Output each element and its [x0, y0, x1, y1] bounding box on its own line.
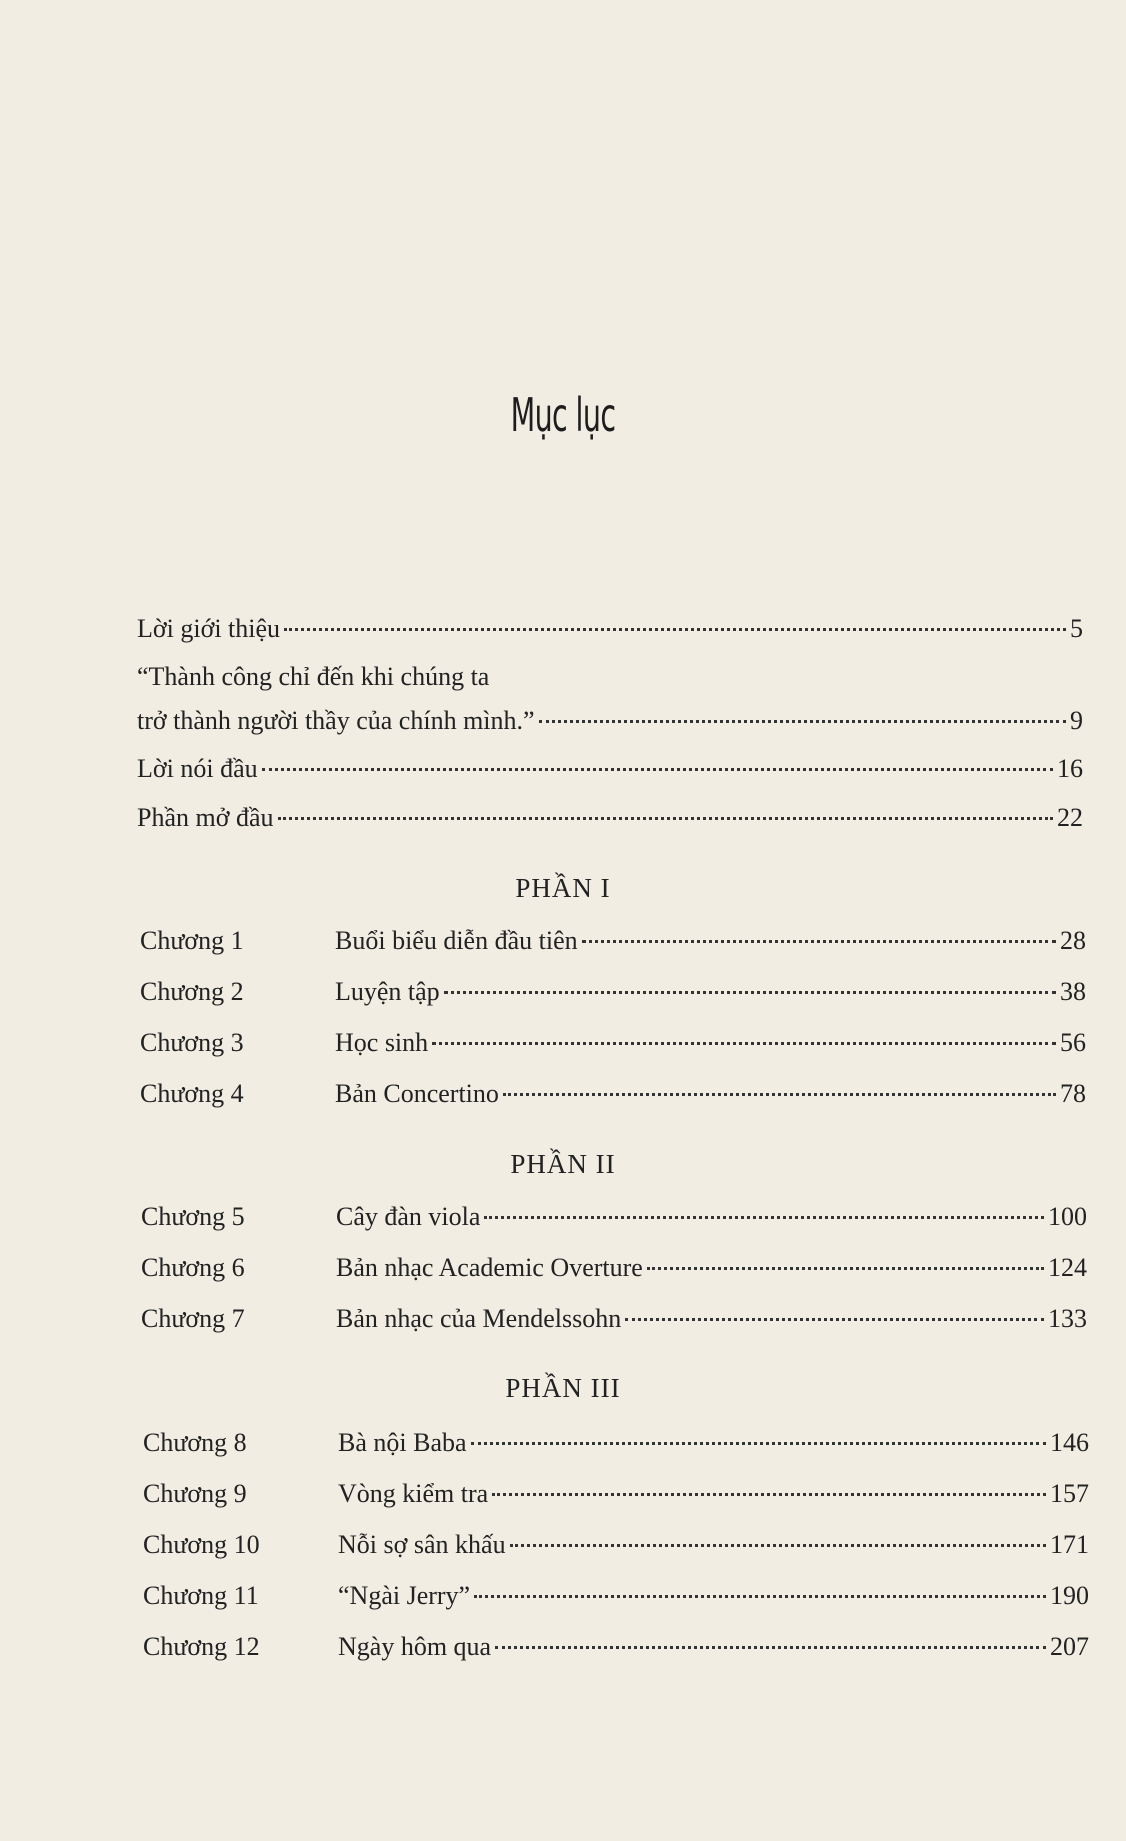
chapter-title: Ngày hôm qua: [338, 1632, 492, 1661]
dot-leader: [474, 1595, 1046, 1598]
dot-leader: [471, 1442, 1046, 1445]
toc-entry-prologue: [137, 801, 1083, 835]
entry-label-line1: “Thành công chỉ đến khi chúng ta: [137, 662, 490, 691]
chapter-title: Bản nhạc Academic Overture: [336, 1253, 643, 1282]
chapter-number: Chương 9: [143, 1479, 247, 1508]
dot-leader: [503, 1093, 1056, 1096]
chapter-number: Chương 4: [140, 1079, 244, 1108]
entry-page: 16: [1057, 754, 1083, 783]
chapter-title: Buổi biểu diễn đầu tiên: [335, 926, 578, 955]
part-heading: PHẦN III: [505, 1373, 621, 1403]
dot-leader: [510, 1544, 1046, 1547]
dot-leader: [484, 1216, 1044, 1219]
chapter-number: Chương 2: [140, 977, 244, 1006]
chapter-number: Chương 7: [141, 1304, 245, 1333]
chapter-number: Chương 8: [143, 1428, 247, 1457]
part-heading: PHẦN I: [515, 873, 611, 903]
chapter-title: Luyện tập: [335, 977, 440, 1006]
chapter-number: Chương 5: [141, 1202, 245, 1231]
chapter-number: Chương 12: [143, 1632, 260, 1661]
chapter-number: Chương 6: [141, 1253, 245, 1282]
chapter-page: 56: [1060, 1028, 1086, 1057]
entry-page: 22: [1057, 803, 1083, 832]
chapter-row: [141, 1302, 1087, 1336]
chapter-page: 124: [1048, 1253, 1087, 1282]
dot-leader: [495, 1646, 1046, 1649]
dot-leader: [492, 1493, 1046, 1496]
chapter-row: [140, 1077, 1086, 1111]
toc-entry-intro: [137, 612, 1083, 646]
chapter-page: 38: [1060, 977, 1086, 1006]
entry-page: 9: [1070, 706, 1083, 735]
dot-leader: [278, 817, 1053, 820]
dot-leader: [647, 1267, 1044, 1270]
chapter-number: Chương 1: [140, 926, 244, 955]
chapter-page: 100: [1048, 1202, 1087, 1231]
chapter-row: [143, 1528, 1089, 1562]
dot-leader: [539, 720, 1066, 723]
chapter-row: [140, 1026, 1086, 1060]
chapter-page: 78: [1060, 1079, 1086, 1108]
dot-leader: [432, 1042, 1056, 1045]
dot-leader: [284, 628, 1066, 631]
dot-leader: [444, 991, 1056, 994]
entry-label: Lời nói đầu: [137, 754, 258, 783]
chapter-page: 133: [1048, 1304, 1087, 1333]
chapter-row: [141, 1200, 1087, 1234]
chapter-row: [140, 924, 1086, 958]
chapter-row: [141, 1251, 1087, 1285]
chapter-title: Vòng kiểm tra: [338, 1479, 489, 1508]
dot-leader: [625, 1318, 1044, 1321]
toc-entry-quote: [137, 704, 1083, 738]
chapter-row: [140, 975, 1086, 1009]
chapter-page: 190: [1050, 1581, 1089, 1610]
chapter-number: Chương 11: [143, 1581, 259, 1610]
chapter-row: [143, 1630, 1089, 1664]
chapter-page: 146: [1050, 1428, 1089, 1457]
page-title: Mục lục: [510, 388, 616, 442]
chapter-page: 171: [1050, 1530, 1089, 1559]
entry-label: trở thành người thầy của chính mình.”: [137, 706, 535, 735]
chapter-page: 28: [1060, 926, 1086, 955]
chapter-title: Học sinh: [335, 1028, 429, 1057]
chapter-title: Bản nhạc của Mendelssohn: [336, 1304, 622, 1333]
part-heading: PHẦN II: [510, 1149, 616, 1179]
chapter-page: 207: [1050, 1632, 1089, 1661]
chapter-row: [143, 1426, 1089, 1460]
entry-page: 5: [1070, 614, 1083, 643]
entry-label: Lời giới thiệu: [137, 614, 281, 643]
entry-label: Phần mở đầu: [137, 803, 274, 832]
chapter-row: [143, 1579, 1089, 1613]
chapter-page: 157: [1050, 1479, 1089, 1508]
dot-leader: [582, 940, 1056, 943]
toc-entry-preface: [137, 752, 1083, 786]
chapter-title: Bà nội Baba: [338, 1428, 467, 1457]
chapter-title: Nỗi sợ sân khấu: [338, 1530, 506, 1559]
chapter-number: Chương 3: [140, 1028, 244, 1057]
chapter-title: “Ngài Jerry”: [338, 1581, 471, 1610]
chapter-title: Cây đàn viola: [336, 1202, 481, 1231]
chapter-row: [143, 1477, 1089, 1511]
chapter-title: Bản Concertino: [335, 1079, 499, 1108]
dot-leader: [262, 768, 1053, 771]
chapter-number: Chương 10: [143, 1530, 260, 1559]
